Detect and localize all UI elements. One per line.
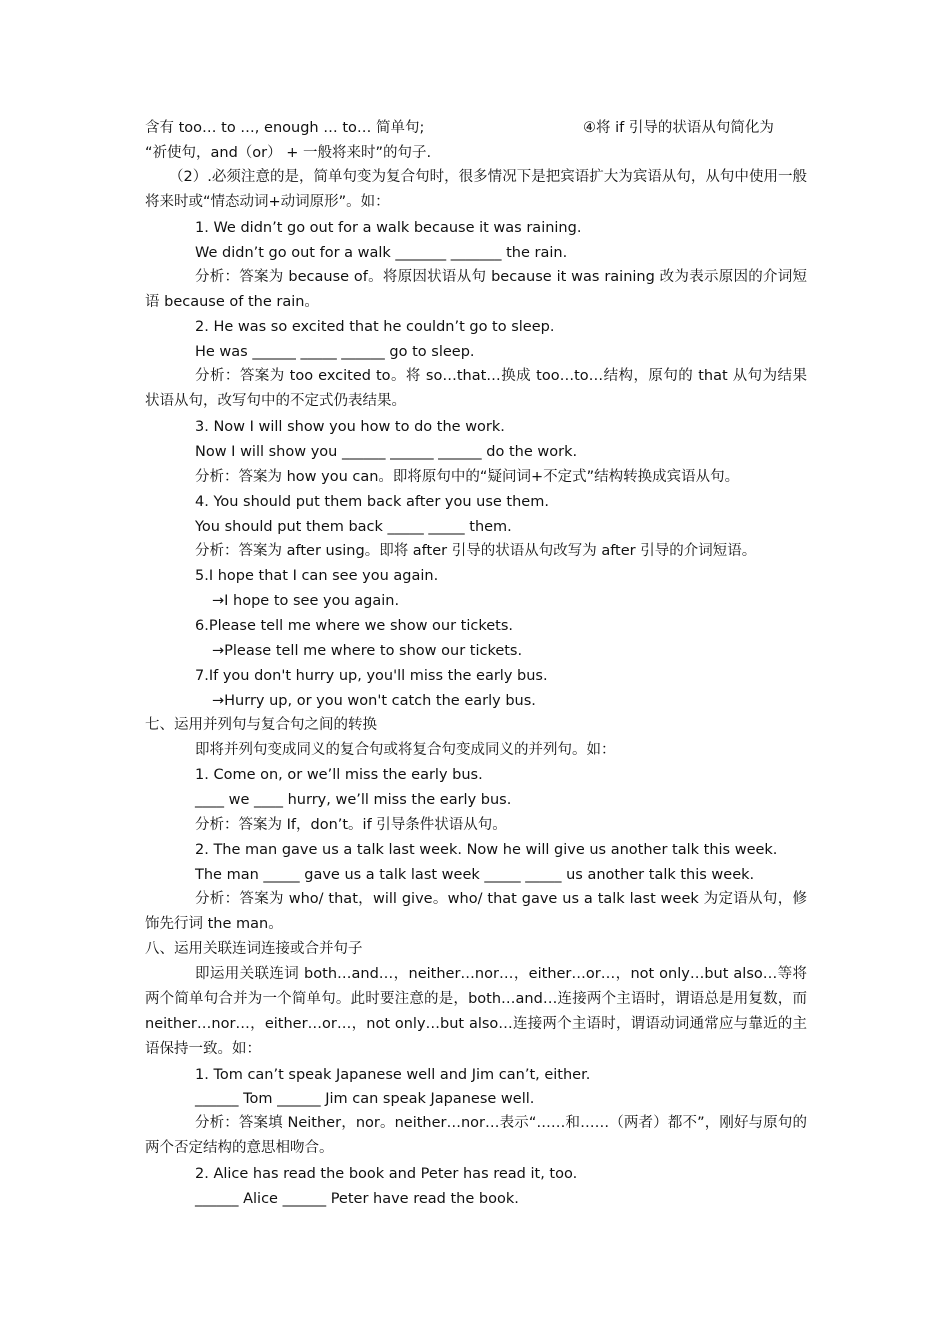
text-line: 即将并列句变成同义的复合句或将复合句变成同义的并列句。如：: [195, 742, 616, 758]
analysis-line: 分析：答案为 after using。即将 after 引导的状语从句改写为 after 引导的介词短语。: [195, 543, 757, 559]
exercise-sentence: We didn’t go out for a walk _______ _______ the rain.: [195, 245, 568, 261]
section-heading: 七、运用并列句与复合句之间的转换: [145, 717, 377, 733]
example-sentence: 1. Come on, or we’ll miss the early bus.: [195, 767, 483, 783]
exercise-sentence: ____ we ____ hurry, we’ll miss the early bus.: [195, 792, 512, 808]
analysis-line: 分析：答案为 If，don’t。if 引导条件状语从句。: [195, 817, 507, 833]
example-sentence: 1. Tom can’t speak Japanese well and Jim can’t, either.: [195, 1067, 591, 1083]
example-sentence: 3. Now I will show you how to do the work.: [195, 419, 505, 435]
example-sentence: 4. You should put them back after you use them.: [195, 494, 549, 510]
analysis-paragraph: 分析：答案为 too excited to。将 so…that…换成 too…to…结构，原句的 that 从句为结果状语从句，改写句中的不定式仍表结果。: [145, 368, 807, 409]
paragraph: （2）.必须注意的是，简单句变为复合句时，很多情况下是把宾语扩大为宾语从句，从句中使用一般将来时或“情态动词+动词原形”。如：: [145, 169, 807, 210]
analysis-paragraph: 分析：答案为 who/ that，will give。who/ that gave us a talk last week 为定语从句，修饰先行词 the man。: [145, 891, 807, 932]
example-sentence: 7.If you don't hurry up, you'll miss the early bus.: [195, 668, 548, 684]
exercise-sentence: You should put them back _____ _____ them.: [195, 519, 512, 535]
rewrite-sentence: →Please tell me where to show our tickets.: [212, 643, 523, 659]
exercise-sentence: Now I will show you ______ ______ ______ do the work.: [195, 444, 578, 460]
example-sentence: 5.I hope that I can see you again.: [195, 568, 439, 584]
exercise-sentence: He was ______ _____ ______ go to sleep.: [195, 344, 475, 360]
example-sentence: 1. We didn’t go out for a walk because it was raining.: [195, 220, 582, 236]
example-sentence: 2. He was so excited that he couldn’t go to sleep.: [195, 319, 555, 335]
text-line: 含有 too… to …, enough … to… 简单句;: [145, 120, 425, 136]
analysis-paragraph: 分析：答案填 Neither，nor。neither…nor…表示“……和……（两者）都不”，刚好与原句的两个否定结构的意思相吻合。: [145, 1115, 807, 1156]
analysis-line: 分析：答案为 how you can。即将原句中的“疑问词+不定式”结构转换成宾语从句。: [195, 469, 740, 485]
text-line: ④将 if 引导的状语从句简化为: [583, 120, 774, 136]
exercise-sentence: ______ Alice ______ Peter have read the book.: [195, 1191, 519, 1207]
paragraph: 即运用关联连词 both…and…，neither…nor…，either…or…，not only…but also…等将两个简单句合并为一个简单句。此时要注意的是，both…and…连接两个主语时，谓语总是用复数，而 neither…nor…，either…or…，not only…but also…连接两个主语时，谓语动词通常应与靠近的主语保持一致。如：: [145, 966, 807, 1057]
exercise-sentence: The man _____ gave us a talk last week _____ _____ us another talk this week.: [195, 867, 755, 883]
example-sentence: 2. The man gave us a talk last week. Now he will give us another talk this week.: [195, 842, 778, 858]
rewrite-sentence: →I hope to see you again.: [212, 593, 400, 609]
rewrite-sentence: →Hurry up, or you won't catch the early bus.: [212, 693, 536, 709]
exercise-sentence: ______ Tom ______ Jim can speak Japanese well.: [195, 1091, 535, 1107]
analysis-paragraph: 分析：答案为 because of。将原因状语从句 because it was raining 改为表示原因的介词短语 because of the rain。: [145, 269, 807, 310]
example-sentence: 6.Please tell me where we show our tickets.: [195, 618, 514, 634]
section-heading: 八、运用关联连词连接或合并句子: [145, 941, 363, 957]
text-line: “祈使句，and（or） + 一般将来时”的句子.: [145, 145, 432, 161]
example-sentence: 2. Alice has read the book and Peter has read it, too.: [195, 1166, 578, 1182]
